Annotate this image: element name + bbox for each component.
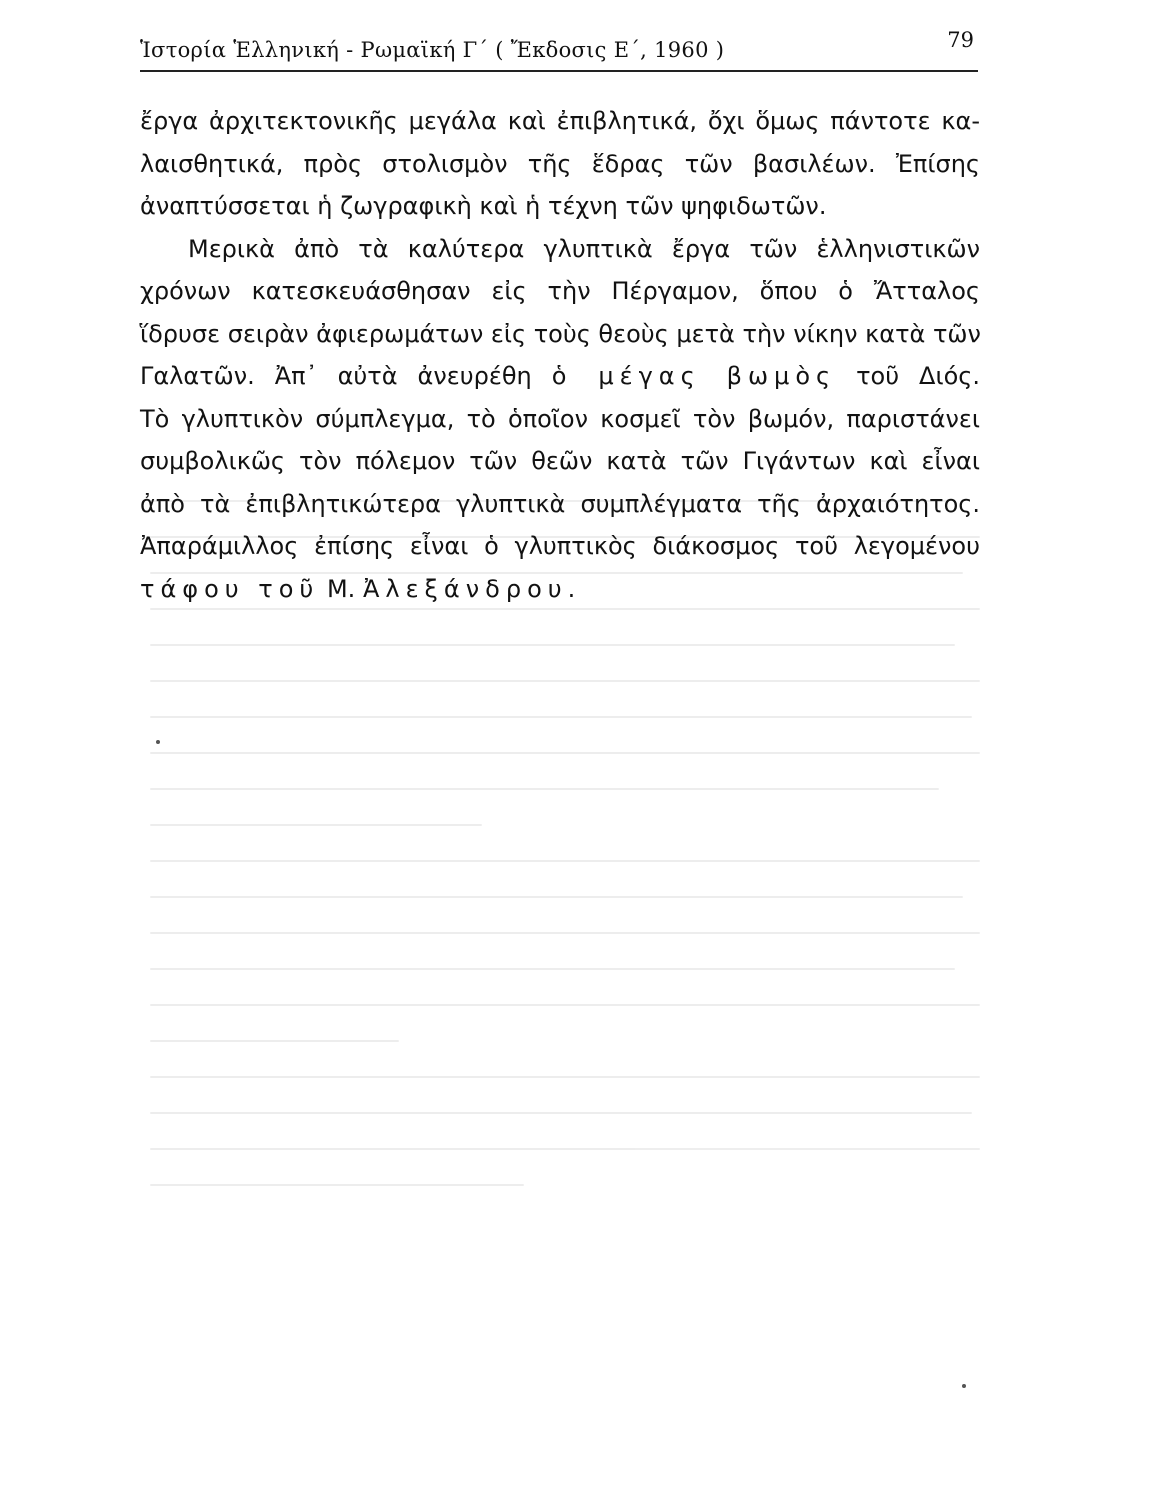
abbreviation: Μ. [326, 574, 356, 603]
text-line: χρόνων κατεσκευάσθησαν εἰς τὴν Πέργαμον, ὅπου ὁ Ἄτταλος [140, 277, 980, 305]
emphasized-phrase: ὁ μέγας βωμὸς [551, 362, 837, 390]
text-line: συμβολικῶς τὸν πόλεμον τῶν θεῶν κατὰ τῶν Γιγάντων καὶ εἶναι [140, 447, 980, 475]
text-line: Ἀπαράμιλλος ἐπίσης εἶναι ὁ γλυπτικὸς διάκοσμος τοῦ λεγομένου [140, 532, 980, 560]
text-line: ἔργα ἀρχιτεκτονικῆς μεγάλα καὶ ἐπιβλητικά, ὄχι ὅμως πάντοτε κα- [140, 107, 980, 135]
page-number: 79 [947, 28, 974, 52]
line-start: Γαλατῶν. Ἀπ᾽ αὐτὰ ἀνευρέθη [140, 362, 532, 390]
text-line: ἀναπτύσσεται ἡ ζωγραφικὴ καὶ ἡ τέχνη τῶν ψηφιδωτῶν. [140, 192, 827, 220]
text-line: λαισθητικά, πρὸς στολισμὸν τῆς ἕδρας τῶν βασιλέων. Ἐπίσης [140, 149, 980, 178]
body-text [140, 100, 980, 610]
line-end: τοῦ Διός. [856, 362, 980, 390]
text-line: ἵδρυσε σειρὰν ἀφιερωμάτων εἰς τοὺς θεοὺς μετὰ τὴν νίκην κατὰ τῶν [140, 319, 981, 348]
paragraph-1 [140, 100, 980, 228]
text-line: Μερικὰ ἀπὸ τὰ καλύτερα γλυπτικὰ ἔργα τῶν ἑλληνιστικῶν [188, 234, 980, 263]
running-title: Ἱστορία Ἑλληνική - Ρωμαϊκή Γ΄ ( Ἔκδοσις Ε΄, 1960 ) [140, 38, 725, 62]
paragraph-2 [140, 228, 980, 611]
text-line: ἀπὸ τὰ ἐπιβλητικώτερα γλυπτικὰ συμπλέγματα τῆς ἀρχαιότητος. [140, 489, 980, 518]
running-header [140, 28, 978, 70]
text-line: Τὸ γλυπτικὸν σύμπλεγμα, τὸ ὁποῖον κοσμεῖ τὸν βωμόν, παριστάνει [140, 404, 980, 433]
ink-speck [962, 1384, 966, 1388]
emphasized-phrase: Ἀλεξάνδρου. [362, 574, 582, 603]
bleed-through-texture [150, 500, 980, 1380]
text-line [140, 568, 980, 611]
text-line [140, 355, 980, 398]
header-rule [140, 70, 978, 72]
ink-speck [156, 740, 160, 744]
emphasized-phrase: τάφου τοῦ [140, 574, 320, 603]
